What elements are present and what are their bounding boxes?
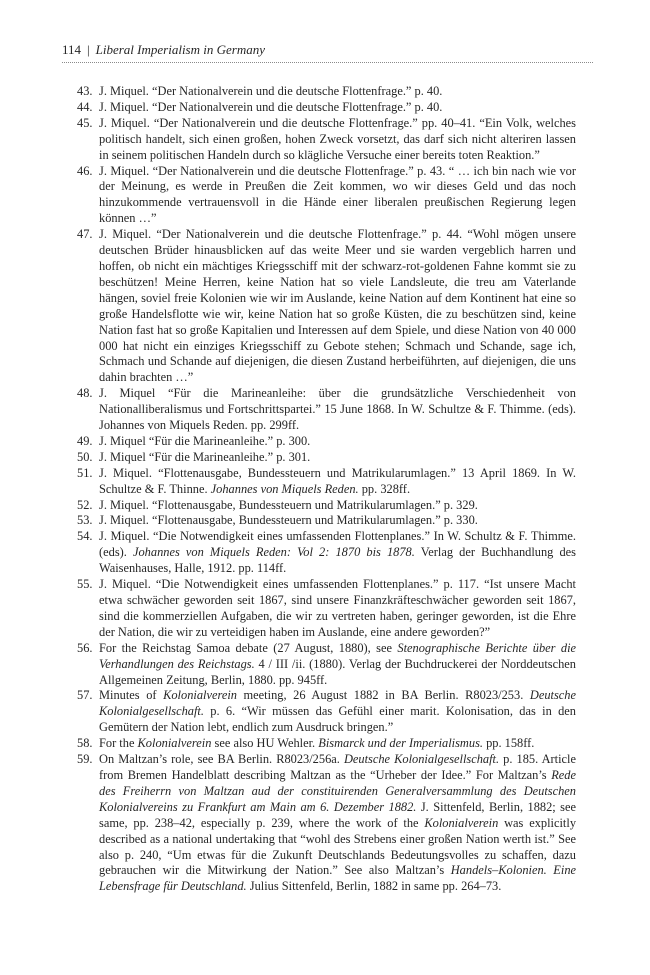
endnote-text: Minutes of: [99, 688, 164, 703]
endnote-text: J. Miquel. “Der Nationalverein und die deutsche Flottenfrage.” pp. 40–41. “Ein Volk, welches politisch handelt, sich einen großen, hohen Zweck vorsetzt, das darf sich nicht alteriren lassen in seinem politischen Handeln durch so klägliche Versuche einer bereits toten Reaktion.”: [99, 115, 576, 162]
endnote-text: pp. 158ff.: [482, 736, 535, 751]
endnote-number: 58.: [77, 736, 93, 751]
endnote: [77, 84, 576, 100]
endnote-number: 49.: [77, 433, 93, 448]
endnote-text: J. Miquel. “Die Notwendigkeit eines umfassenden Flottenplanes.” In W. Schultz & F. Thimme. (eds).: [99, 529, 576, 560]
endnote-text: 4 / III /ii. (1880). Verlag der Buchdruckerei der Norddeutschen Allgemeinen Zeitung, Berlin, 1880. pp. 945ff.: [99, 656, 576, 687]
endnote: [77, 164, 576, 228]
endnote-text: J. Miquel. “Der Nationalverein und die deutsche Flottenfrage.” p. 43. “ … ich bin nach wie vor der Meinung, es werde in Preußen die Zeit kommen, wo wir dieses Geld und das noch hinzukommende vertrauensvoll in die Hände einer liberalen preußischen Regierung legen können …”: [99, 163, 576, 226]
endnote-italic-text: Johannes von Miquels Reden: Vol 2: 1870 bis 1878.: [132, 545, 415, 560]
endnote-text: p. 185. Article from Bremen Handelblatt describing Maltzan as the “Urheber der Idee.” For Maltzan’s: [99, 752, 576, 782]
endnote-italic-text: Deutsche Kolonialgesellschaft.: [99, 688, 576, 719]
endnote-number: 44.: [77, 99, 93, 114]
endnote: [77, 100, 576, 116]
endnote-text: p. 6. “Wir müssen das Gefühl einer marit. Kolonisation, das in den Gemütern der Nation lebt, endlich zum Ausdruck bringen.”: [99, 704, 576, 735]
endnote-number: 53.: [77, 513, 93, 528]
endnote-italic-text: Stenographische Berichte über die Verhandlungen des Reichstags.: [99, 640, 577, 671]
endnote-text: J. Miquel. “Flottenausgabe, Bundessteuern und Matrikularumlagen.” 13 April 1869. In W. Schultze & F. Thinne.: [99, 465, 576, 496]
endnote-text: J. Miquel “Für die Marineanleihe.” p. 300.: [99, 433, 311, 448]
endnote-italic-text: Kolonialverein: [163, 688, 237, 703]
running-header: [62, 42, 593, 58]
endnote: [77, 466, 576, 498]
endnotes-list: [77, 84, 576, 895]
endnote-number: 57.: [77, 688, 93, 703]
endnote-text: On Maltzan’s role, see BA Berlin. R8023/256a.: [99, 752, 344, 767]
endnote-italic-text: Kolonialverein: [424, 815, 499, 830]
endnote: [77, 641, 576, 689]
endnote-text: J. Miquel. “Flottenausgabe, Bundessteuern und Matrikularumlagen.” p. 329.: [99, 497, 478, 512]
endnote-text: J. Miquel. “Der Nationalverein und die deutsche Flottenfrage.” p. 40.: [99, 99, 443, 114]
endnote: [77, 498, 576, 514]
endnote-number: 55.: [77, 577, 93, 592]
endnote-italic-text: Rede des Freiherrn von Maltzan aud der constituirenden Generalversammlung des Deutschen Kolonialvereins zu Frankfurt am Main am 6. Dezember 1882.: [99, 767, 576, 814]
endnote-number: 51.: [77, 465, 93, 480]
endnote: [77, 752, 576, 895]
endnote-text: see also HU Wehler.: [211, 736, 319, 751]
endnote-number: 56.: [77, 640, 93, 655]
endnote: [77, 386, 576, 434]
endnote-italic-text: Johannes von Miquels Reden.: [210, 481, 359, 496]
endnote-text: For the Reichstag Samoa debate (27 August, 1880), see: [99, 640, 398, 655]
endnote: [77, 227, 576, 386]
header-separator: |: [87, 42, 90, 57]
endnote-text: Verlag der Buchhandlung des Waisenhauses, Halle, 1912. pp. 114ff.: [99, 545, 576, 576]
endnote: [77, 736, 576, 752]
endnote-number: 54.: [77, 529, 93, 544]
endnote-text: J. Miquel. “Der Nationalverein und die deutsche Flottenfrage.” p. 44. “Wohl mögen unsere deutschen Brüder hinausblicken auf das weite Meer und sie warden vergeblich harren und hoffen, ob nicht ein mächtiges Kriegsschiff mit der schwarz-rot-goldenen Fahne kommt sie zu beschützen! Meine Herren, keine Nation hat so viele Landsleute, die treu am Vaterlande hängen, soviel freie Kolonien wie wir im Auslande, keine Nation auf dem Kontinent hat eine so große Handelsflotte wie wir, keine Nation hat so große Küsten, die zu beschützen sind, keine Nation fast hat so große Kapitalien und Interessen auf dem Spiele, und diese Nation von 40 000 000 hat nicht ein einziges Kriegsschiff zu Gebote stehen; Schmach und Schande, sage ich, Schmach und Schande auf diejenigen, die diesen Zustand herbeiführten, auf diejenigen, die uns dahin brachten …”: [99, 227, 576, 385]
endnote-italic-text: Handels–Kolonien. Eine Lebensfrage für Deutschland.: [99, 863, 577, 894]
endnote-number: 48.: [77, 386, 93, 401]
endnote-number: 59.: [77, 752, 93, 767]
endnote-number: 45.: [77, 115, 93, 130]
endnote-text: J. Sittenfeld, Berlin, 1882; see same, pp. 238–42, especially p. 239, where the work of the: [99, 799, 576, 830]
endnote-text: J. Miquel “Für die Marineanleihe: über die grundsätzliche Verschiedenheit von Nationalliberalismus und Fortschrittspartei.” 15 June 1868. In W. Schultze & F. Thimme. (eds). Johannes von Miquels Reden. pp. 299ff.: [99, 386, 576, 433]
endnote: [77, 577, 576, 641]
endnote-number: 43.: [77, 84, 93, 98]
endnote: [77, 513, 576, 529]
endnote-text: J. Miquel. “Flottenausgabe, Bundessteuern und Matrikularumlagen.” p. 330.: [99, 513, 478, 528]
endnote: [77, 116, 576, 164]
endnote: [77, 434, 576, 450]
endnote: [77, 688, 576, 736]
endnote-italic-text: Kolonialverein: [137, 736, 212, 751]
endnote-text: meeting, 26 August 1882 in BA Berlin. R8023/253.: [236, 688, 530, 703]
page-number: 114: [62, 42, 82, 57]
endnote-number: 46.: [77, 163, 93, 178]
endnote-number: 50.: [77, 449, 93, 464]
endnote-text: J. Miquel. “Die Notwendigkeit eines umfassenden Flottenplanes.” p. 117. “Ist unsere Macht etwa schwächer geworden seit 1867, sind unsere Finanzkräfteschwächer geworden seit 1867, sind die kommerziellen Aufgaben, die wir zu vertreten haben, geringer geworden, ist die Ehre der Nation, die wir zu verteidigen haben im Auslande, eine andere geworden?”: [99, 577, 576, 639]
endnote-text: For the: [99, 736, 138, 751]
endnote-number: 52.: [77, 497, 93, 512]
running-title: Liberal Imperialism in Germany: [95, 42, 265, 57]
endnote-text: pp. 328ff.: [358, 481, 411, 496]
endnote: [77, 529, 576, 577]
endnote-text: J. Miquel. “Der Nationalverein und die deutsche Flottenfrage.” p. 40.: [99, 84, 443, 98]
endnote-text: Julius Sittenfeld, Berlin, 1882 in same pp. 264–73.: [246, 879, 502, 894]
endnote-text: J. Miquel “Für die Marineanleihe.” p. 301.: [99, 449, 311, 464]
endnote-italic-text: Bismarck und der Imperialismus.: [318, 736, 483, 751]
endnote-text: was explicitly described as a national undertaking that “wohl des Strebens einer großen Nation werth ist.” See also p. 240, “Um etwas für die Zukunft Deutschlands Bedeutungsvolles zu schaffen, dazu gebrauchen wir die Mitwirkung der Nation.” See also Maltzan’s: [99, 815, 577, 878]
header-rule: [62, 62, 593, 63]
endnote: [77, 450, 576, 466]
endnote-italic-text: Deutsche Kolonialgesellschaft.: [343, 752, 500, 767]
endnote-number: 47.: [77, 227, 93, 242]
